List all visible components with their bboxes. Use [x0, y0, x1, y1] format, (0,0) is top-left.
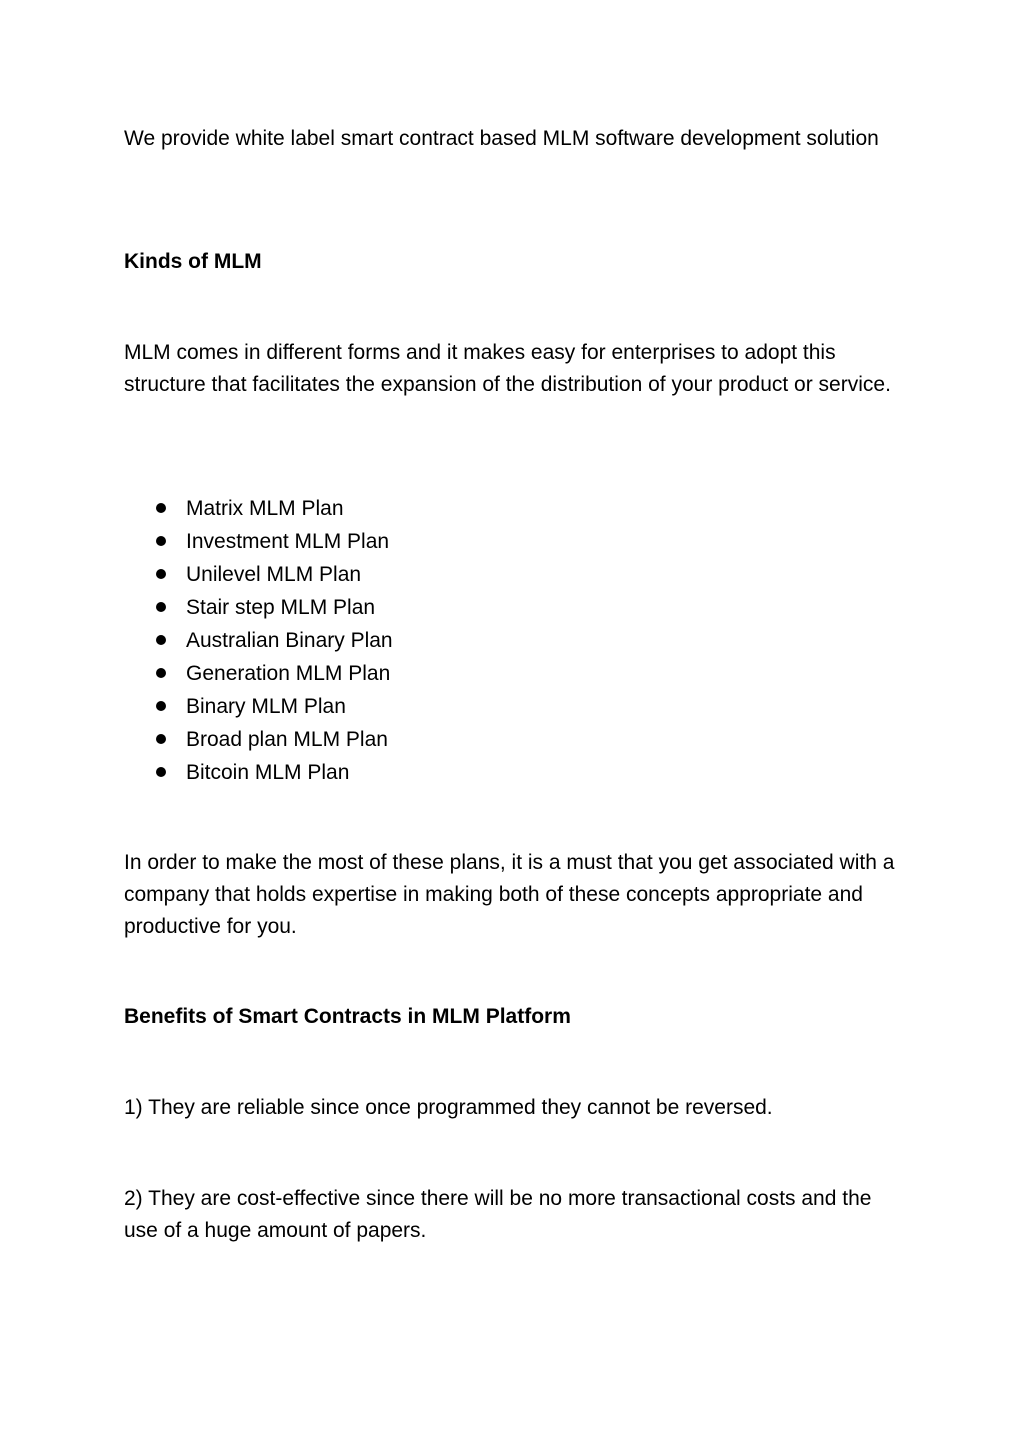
intro-paragraph: We provide white label smart contract based MLM software development solution	[124, 127, 879, 150]
benefit-item-1: 1) They are reliable since once programmed they cannot be reversed.	[124, 1096, 773, 1119]
list-item-label: Bitcoin MLM Plan	[186, 761, 350, 784]
list-item	[0, 723, 1024, 756]
list-item	[0, 492, 1024, 525]
bullet-icon	[156, 602, 166, 612]
bullet-icon	[156, 635, 166, 645]
bullet-icon	[156, 536, 166, 546]
list-item-label: Matrix MLM Plan	[186, 497, 344, 520]
bullet-icon	[156, 701, 166, 711]
list-item-label: Binary MLM Plan	[186, 695, 346, 718]
list-item	[0, 558, 1024, 591]
bullet-icon	[156, 503, 166, 513]
list-item-label: Stair step MLM Plan	[186, 596, 376, 619]
list-item	[0, 657, 1024, 690]
bullet-icon	[156, 734, 166, 744]
list-item-label: Generation MLM Plan	[186, 662, 391, 685]
list-item	[0, 591, 1024, 624]
heading-kinds-of-mlm: Kinds of MLM	[124, 250, 262, 273]
paragraph-mlm-forms: MLM comes in different forms and it makes easy for enterprises to adopt this structure that facilitates the expansion of the distribution of your product or service.	[124, 341, 891, 396]
benefit-item-2: 2) They are cost-effective since there will be no more transactional costs and the use of a huge amount of papers.	[124, 1187, 872, 1242]
heading-benefits: Benefits of Smart Contracts in MLM Platform	[124, 1005, 571, 1028]
bullet-icon	[156, 569, 166, 579]
bullet-icon	[156, 767, 166, 777]
mlm-plan-list	[0, 492, 1024, 789]
list-item-label: Investment MLM Plan	[186, 530, 390, 553]
list-item	[0, 690, 1024, 723]
bullet-icon	[156, 668, 166, 678]
list-item-label: Broad plan MLM Plan	[186, 728, 388, 751]
list-item	[0, 525, 1024, 558]
list-item	[0, 624, 1024, 657]
list-item-label: Australian Binary Plan	[186, 629, 393, 652]
list-item	[0, 756, 1024, 789]
paragraph-make-most-of-plans: In order to make the most of these plans, it is a must that you get associated with a company that holds expertise in making both of these concepts appropriate and productive for you.	[124, 851, 895, 938]
list-item-label: Unilevel MLM Plan	[186, 563, 362, 586]
